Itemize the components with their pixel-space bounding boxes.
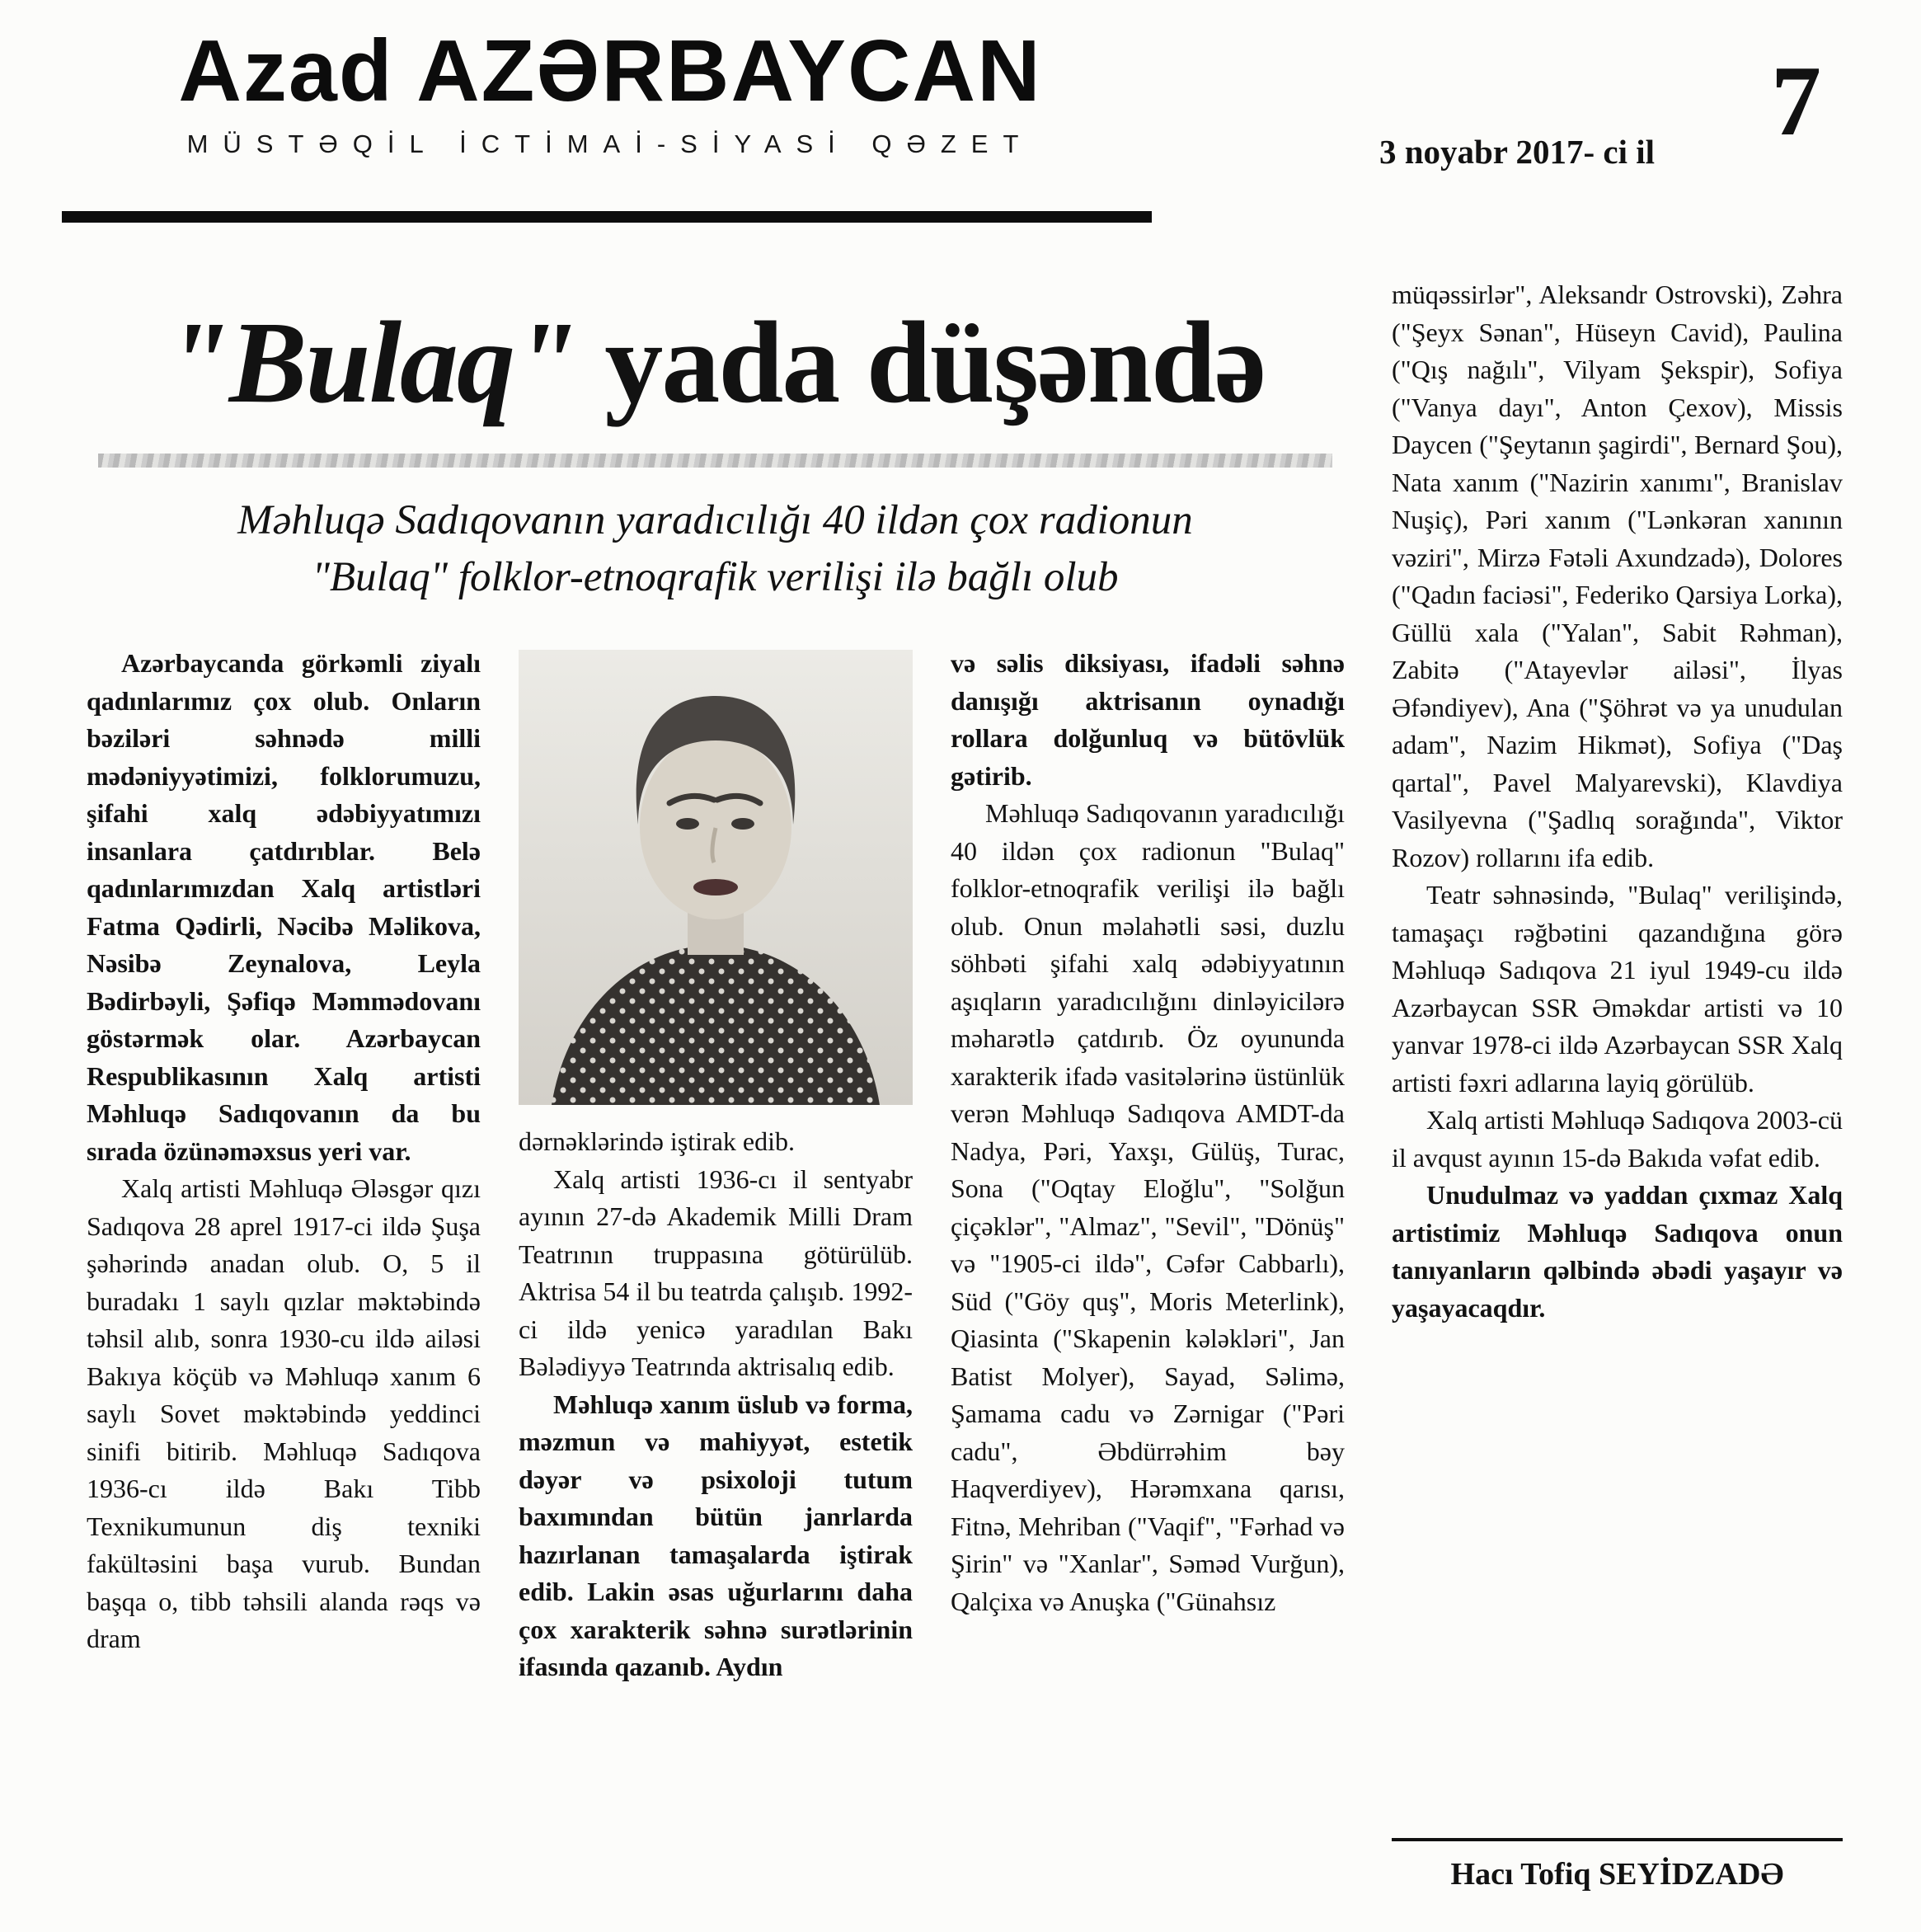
article-paragraph: Məhluqə xanım üslub və forma, məzmun və mahiyyət, estetik dəyər və psixoloji tutum baxımından bütün janrlarda hazırlanan tamaşalarda iştirak edib. Lakin əsas uğurlarını daha çox xarakterik səhnə surətlərinin ifasında qazanıb. Aydın	[519, 1389, 913, 1682]
column-3	[951, 645, 1345, 1855]
column-1	[87, 645, 481, 1855]
subhead-line-1: Məhluqə Sadıqovanın yaradıcılığı 40 ildən çox radionun	[237, 497, 1193, 544]
article-content	[87, 276, 1843, 1905]
masthead-block	[74, 23, 1146, 159]
portrait-photo-image	[519, 650, 913, 1105]
newspaper-title: Azad AZƏRBAYCAN	[178, 22, 1042, 120]
portrait-photo	[519, 650, 913, 1105]
article-paragraph: Teatr səhnəsində, "Bulaq" verilişində, tamaşaçı rəğbətini qazandığına görə Məhluqə Sadıqova 21 iyul 1949-cu ildə Azərbaycan SSR Əməkdar artisti və 10 yanvar 1978-ci ildə Azərbaycan SSR Xalq artisti fəxri adlarına layiq görülüb.	[1392, 880, 1843, 1098]
article-paragraph: Xalq artisti Məhluqə Ələsgər qızı Sadıqova 28 aprel 1917-ci ildə Şuşa şəhərində anadan olub. O, 5 il buradakı 1 saylı qızlar məktəbində təhsil alıb, sonra 1930-cu ildə ailəsi Bakıya köçüb və Məhluqə xanım 6 saylı Sovet məktəbində yeddinci sinifi bitirib. Məhluqə Sadıqova 1936-cı ildə Bakı Tibb Texnikumunun diş texniki fakültəsini başa vurub. Bundan başqa o, tibb təhsili alanda rəqs və dram	[87, 1173, 481, 1654]
article-paragraph: Xalq artisti Məhluqə Sadıqova 2003-cü il avqust ayının 15-də Bakıda vəfat edib.	[1392, 1105, 1843, 1173]
issue-date: 3 noyabr 2017- ci il	[1379, 133, 1656, 171]
article-left-area	[87, 276, 1344, 1905]
newspaper-subtitle: MÜSTƏQİL İCTİMAİ-SİYASİ QƏZET	[186, 129, 1034, 158]
headline-rest-part: yada düşəndə	[576, 297, 1265, 427]
article-paragraph: müqəssirlər", Aleksandr Ostrovski), Zəhra ("Şeyx Sənan", Hüseyn Cavid), Paulina ("Qış nağılı", Vilyam Şekspir), Sofiya ("Vanya dayı", Anton Çexov), Missis Daycen ("Şeytanın şagirdi", Bernard Şou), Nata xanım ("Nazirin xanımı", Branislav Nuşiç), Pəri xanım ("Lənkəran xanının vəziri", Mirzə Fətəli Axundzadə), Dolores ("Qadın faciəsi", Federiko Qarsiya Lorka), Güllü xala ("Yalan", Sabit Rəhman), Zabitə ("Atayevlər ailəsi", İlyas Əfəndiyev), Ana ("Şöhrət və ya unudulan adam", Nazim Hikmət), Sofiya ("Daş qartal", Pavel Malyarevski), Klavdiya Vasilyevna ("Şadlıq sorağında", Viktor Rozov) rollarını ifa edib.	[1392, 280, 1843, 872]
page-number: 7	[1771, 45, 1821, 157]
article-paragraph: Azərbaycanda görkəmli ziyalı qadınlarımız çox olub. Onların bəziləri səhnədə milli mədəniyyətimizi, folklorumuzu, şifahi xalq ədəbiyyatımızı insanlara çatdırıblar. Belə qadınlarımızdan Xalq artistləri Fatma Qədirli, Nəcibə Məlikova, Nəsibə Zeynalova, Leyla Bədirbəyli, Şəfiqə Məmmədovanı göstərmək olar. Azərbaycan Respublikasının Xalq artisti Məhluqə Sadıqovanın da bu sırada özünəməxsus yeri var.	[87, 648, 481, 1166]
article-columns	[87, 645, 1344, 1855]
column-2-text	[519, 1123, 913, 1686]
subhead-line-2: "Bulaq" folklor-etnoqrafik verilişi ilə bağlı olub	[312, 553, 1119, 600]
headline-italic-part: "Bulaq"	[166, 297, 577, 427]
headline-divider-bar	[98, 454, 1332, 468]
header-rule	[62, 211, 1152, 223]
column-2	[519, 645, 913, 1855]
article-headline	[87, 299, 1344, 425]
article-paragraph: və səlis diksiyası, ifadəli səhnə danışığı aktrisanın oynadığı rollara dolğunluq və bütövlük gətirib.	[951, 648, 1345, 791]
column-4	[1392, 276, 1843, 1892]
article-paragraph: Xalq artisti 1936-cı il sentyabr ayının 27-də Akademik Milli Dram Teatrının truppasına götürülüb. Aktrisa 54 il bu teatrda çalışıb. 1992-ci ildə yenicə yaradılan Bakı Bələdiyyə Teatrında aktrisalıq edib.	[519, 1163, 913, 1382]
article-paragraph: Unudulmaz və yaddan çıxmaz Xalq artistimiz Məhluqə Sadıqova onun tanıyanların qəlbində əbədi yaşayır və yaşayacaqdır.	[1392, 1180, 1843, 1323]
article-paragraph: Məhluqə Sadıqovanın yaradıcılığı 40 ildən çox radionun "Bulaq" folklor-etnoqrafik verilişi ilə bağlı olub. Onun məlahətli səsi, duzlu söhbəti şifahi xalq ədəbiyyatının aşıqların yaradıcılığını dinləyicilərə məharətlə çatdırıb. Öz oyununda xarakterik ifadə vasitələrinə üstünlük verən Məhluqə Sadıqova AMDT-da Nadya, Pəri, Yaxşı, Gülüş, Turac, Sona ("Oqtay Eloğlu", "Solğun çiçəklər", "Almaz", "Sevil", "Dönüş" və "1905-ci ildə", Cəfər Cabbarlı), Süd ("Göy quş", Moris Meterlink), Qiasinta ("Skapenin kələkləri", Jan Batist Molyer), Sayad, Səlimə, Şamama cadu və Zərnigar ("Pəri cadu", Əbdürrəhim bəy Haqverdiyev), Hərəmxana qarısı, Fitnə, Mehriban ("Vaqif", "Fərhad və Şirin" və "Xanlar", Səməd Vurğun), Qalçixa və Anuşka ("Günahsız	[951, 798, 1345, 1616]
author-byline: Hacı Tofiq SEYİDZADƏ	[1392, 1838, 1843, 1892]
article-subhead	[87, 492, 1344, 605]
column-4-text	[1392, 276, 1843, 1327]
article-paragraph: dərnəklərində iştirak edib.	[519, 1126, 795, 1157]
